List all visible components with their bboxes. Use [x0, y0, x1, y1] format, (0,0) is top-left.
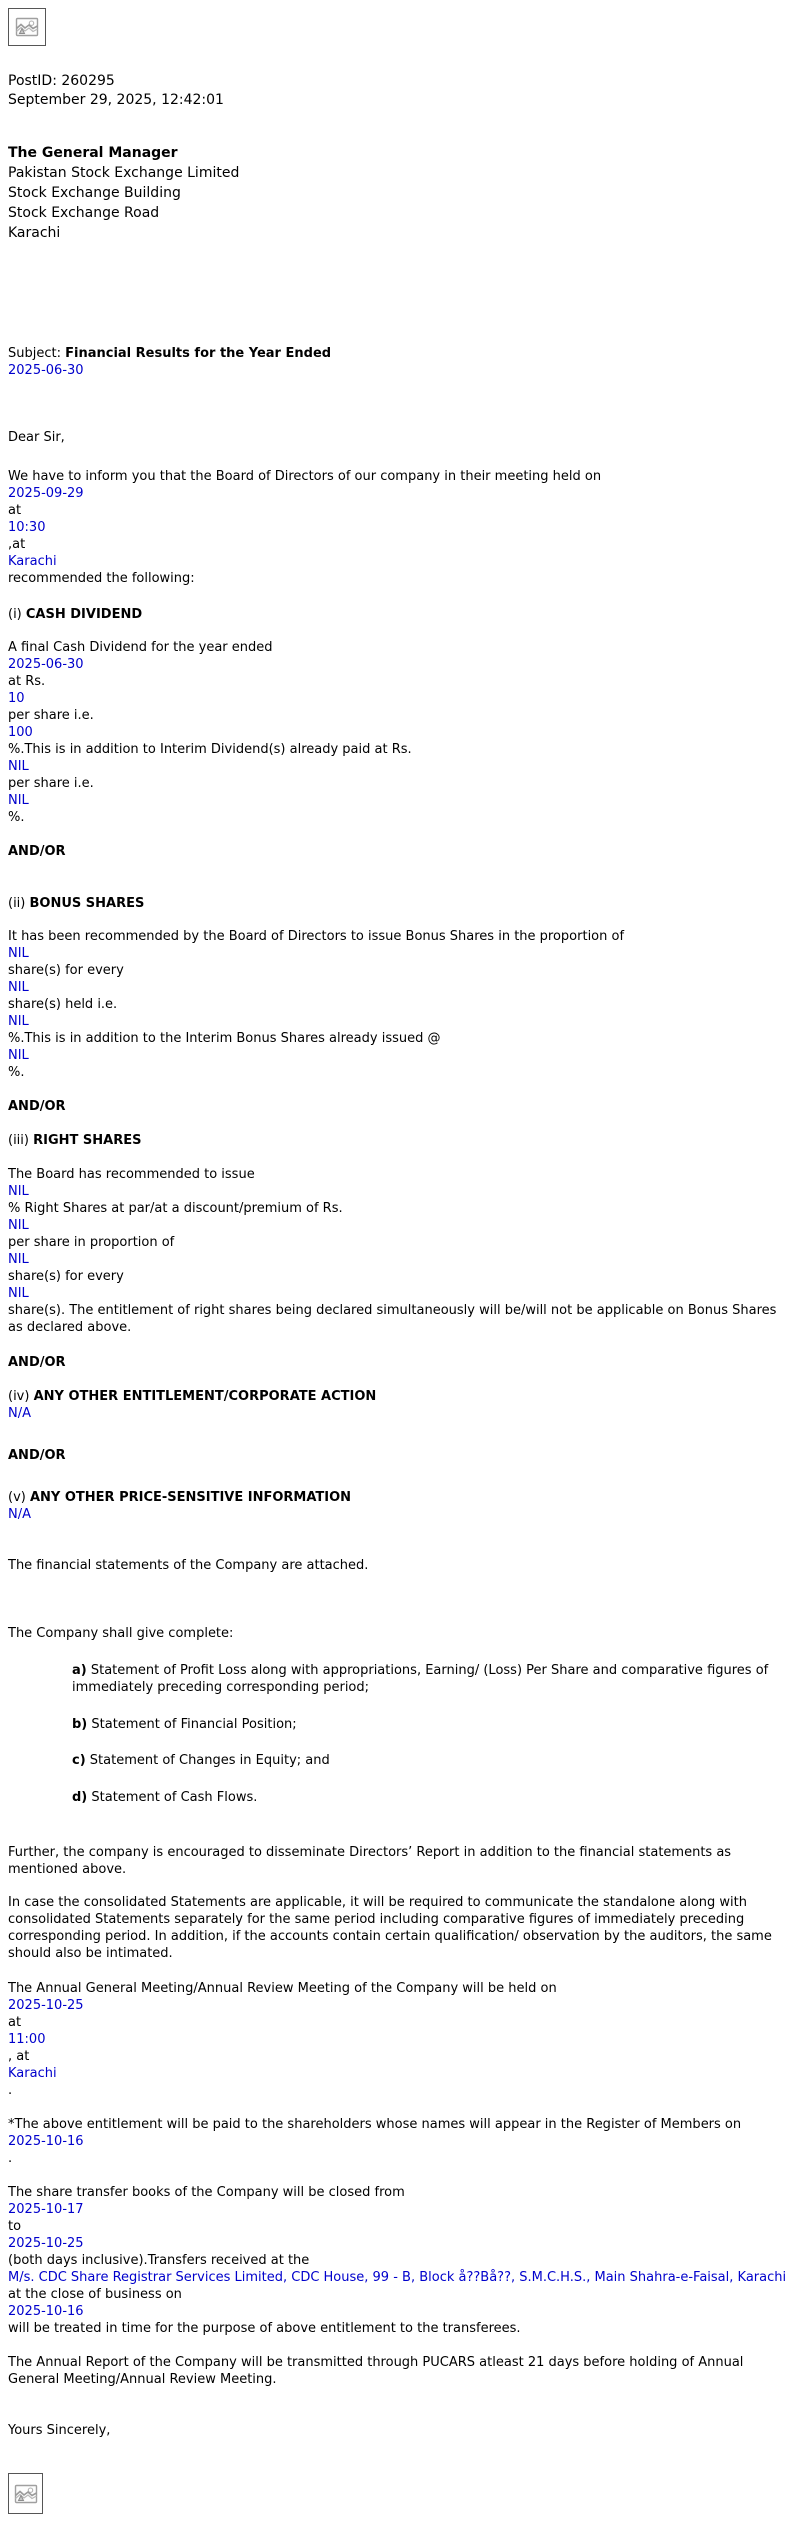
field-value: 2025-06-30: [8, 363, 84, 378]
field-value: 2025-10-16: [8, 2134, 84, 2149]
text-segment: (iii): [8, 1133, 34, 1148]
field-value: Karachi: [8, 554, 57, 569]
field-value: N/A: [8, 1406, 31, 1421]
field-value: 100: [8, 725, 33, 740]
text-segment: RIGHT SHARES: [33, 1133, 142, 1148]
field-value: 10:30: [8, 520, 46, 535]
field-value: 2025-10-17: [8, 2202, 84, 2217]
cash-dividend-heading: [8, 606, 789, 623]
text-segment: AND/OR: [8, 844, 66, 859]
text-segment: per share i.e.: [8, 708, 94, 723]
field-value: Karachi: [8, 2066, 57, 2081]
text-segment: share(s). The entitlement of right shares being declared simultaneously will be/will not be applicable on Bonus Shares as declared above.: [8, 1303, 777, 1335]
text-segment: c): [72, 1753, 86, 1768]
text-segment: Subject:: [8, 346, 66, 361]
list-item-b: [72, 1716, 789, 1733]
text-segment: % Right Shares at par/at a discount/premium of Rs.: [8, 1201, 343, 1216]
and-or-1: [8, 843, 789, 860]
text-segment: The share transfer books of the Company will be closed from: [8, 2185, 405, 2200]
field-value: NIL: [8, 1252, 29, 1267]
field-value: NIL: [8, 946, 29, 961]
recipient-address: [8, 143, 789, 243]
field-value: 11:00: [8, 2032, 46, 2047]
text-segment: (both days inclusive).Transfers received at the: [8, 2253, 310, 2268]
text-segment: Further, the company is encouraged to disseminate Directors’ Report in addition to the financial statements as mentioned above.: [8, 1845, 732, 1877]
text-segment: b): [72, 1717, 88, 1732]
field-value: 2025-09-29: [8, 486, 84, 501]
field-value: NIL: [8, 1218, 29, 1233]
field-value: M/s. CDC Share Registrar Services Limited, CDC House, 99 - B, Block å??Bå??, S.M.C.H.S., Main Shahra-e-Faisal, Karachi: [8, 2270, 787, 2285]
text-segment: A final Cash Dividend for the year ended: [8, 640, 273, 655]
broken-image-icon: [13, 2481, 39, 2507]
text-segment: In case the consolidated Statements are applicable, it will be required to communicate the standalone along with consolidated Statements separately for the same period including comparative figures of immediately preceding corresponding period. In addition, if the accounts contain certain qualification/ observation by the auditors, the same should also be intimated.: [8, 1895, 772, 1961]
field-value: 2025-10-25: [8, 2236, 84, 2251]
text-segment: Financial Results for the Year Ended: [65, 346, 332, 361]
text-segment: Karachi: [8, 225, 61, 241]
field-value: NIL: [8, 1286, 29, 1301]
text-segment: The General Manager: [8, 145, 178, 161]
list-item-a: [72, 1662, 789, 1696]
bonus-shares-heading: [8, 895, 789, 912]
entitlement-record-paragraph: [8, 2116, 789, 2167]
text-segment: AND/OR: [8, 1099, 66, 1114]
list-item-d: [72, 1789, 789, 1806]
book-closure-paragraph: [8, 2184, 789, 2337]
closing: [8, 2422, 789, 2439]
text-segment: September 29, 2025, 12:42:01: [8, 92, 224, 108]
agm-paragraph: [8, 1980, 789, 2099]
text-segment: (ii): [8, 896, 30, 911]
text-segment: , at: [8, 2049, 30, 2064]
field-value: 2025-10-16: [8, 2304, 84, 2319]
text-segment: AND/OR: [8, 1355, 66, 1370]
text-segment: Stock Exchange Building: [8, 185, 181, 201]
text-segment: Statement of Profit Loss along with appropriations, Earning/ (Loss) Per Share and comparative figures of immediately preceding corresponding period;: [72, 1663, 769, 1695]
bonus-shares-paragraph: [8, 928, 789, 1081]
text-segment: d): [72, 1790, 88, 1805]
text-segment: at Rs.: [8, 674, 46, 689]
text-segment: a): [72, 1663, 87, 1678]
text-segment: %.: [8, 1065, 25, 1080]
text-segment: The Board has recommended to issue: [8, 1167, 255, 1182]
text-segment: *The above entitlement will be paid to the shareholders whose names will appear in the Register of Members on: [8, 2117, 742, 2132]
field-value: NIL: [8, 1184, 29, 1199]
text-segment: BONUS SHARES: [29, 896, 145, 911]
text-segment: Yours Sincerely,: [8, 2423, 111, 2438]
consolidated-paragraph: [8, 1894, 789, 1962]
text-segment: share(s) held i.e.: [8, 997, 118, 1012]
text-segment: It has been recommended by the Board of Directors to issue Bonus Shares in the proportion of: [8, 929, 625, 944]
subject-line: [8, 345, 789, 379]
text-segment: will be treated in time for the purpose of above entitlement to the transferees.: [8, 2321, 521, 2336]
announcement-page: [8, 8, 789, 2514]
text-segment: PostID: 260295: [8, 73, 115, 89]
board-meeting-paragraph: [8, 468, 789, 587]
right-shares-paragraph: [8, 1166, 789, 1336]
text-segment: share(s) for every: [8, 1269, 124, 1284]
field-value: 2025-10-25: [8, 1998, 84, 2013]
post-meta: [8, 72, 789, 110]
text-segment: (iv): [8, 1389, 34, 1404]
text-segment: The financial statements of the Company are attached.: [8, 1558, 369, 1573]
annual-report-paragraph: [8, 2354, 789, 2388]
broken-image-placeholder-bottom: [8, 2473, 43, 2514]
text-segment: (i): [8, 607, 26, 622]
field-value: NIL: [8, 1048, 29, 1063]
letter-body: [8, 72, 789, 2439]
text-segment: ANY OTHER ENTITLEMENT/CORPORATE ACTION: [33, 1389, 377, 1404]
broken-image-icon: [14, 14, 40, 40]
text-segment: Stock Exchange Road: [8, 205, 160, 221]
and-or-2: [8, 1098, 789, 1115]
text-segment: at: [8, 503, 22, 518]
text-segment: %.: [8, 810, 25, 825]
text-segment: ANY OTHER PRICE-SENSITIVE INFORMATION: [29, 1490, 352, 1505]
text-segment: .: [8, 2083, 13, 2098]
text-segment: Statement of Cash Flows.: [87, 1790, 258, 1805]
text-segment: share(s) for every: [8, 963, 124, 978]
text-segment: %.This is in addition to the Interim Bonus Shares already issued @: [8, 1031, 441, 1046]
and-or-3: [8, 1354, 789, 1371]
field-value: NIL: [8, 1014, 29, 1029]
text-segment: per share i.e.: [8, 776, 94, 791]
text-segment: We have to inform you that the Board of Directors of our company in their meeting held on: [8, 469, 602, 484]
other-entitlement-heading: [8, 1388, 789, 1422]
right-shares-heading: [8, 1132, 789, 1149]
text-segment: The Annual Report of the Company will be transmitted through PUCARS atleast 21 days before holding of Annual General Meeting/Annual Review Meeting.: [8, 2355, 744, 2387]
directors-report-paragraph: [8, 1844, 789, 1878]
field-value: N/A: [8, 1507, 31, 1522]
text-segment: per share in proportion of: [8, 1235, 175, 1250]
field-value: NIL: [8, 759, 29, 774]
statements-attached-paragraph: [8, 1557, 789, 1574]
and-or-4: [8, 1447, 789, 1464]
text-segment: %.This is in addition to Interim Dividend(s) already paid at Rs.: [8, 742, 412, 757]
salutation: [8, 429, 789, 446]
text-segment: recommended the following:: [8, 571, 195, 586]
field-value: 2025-06-30: [8, 657, 84, 672]
broken-image-placeholder-top: [8, 8, 46, 46]
price-sensitive-heading: [8, 1489, 789, 1523]
text-segment: AND/OR: [8, 1448, 66, 1463]
text-segment: (v): [8, 1490, 30, 1505]
field-value: NIL: [8, 980, 29, 995]
cash-dividend-paragraph: [8, 639, 789, 826]
text-segment: CASH DIVIDEND: [25, 607, 143, 622]
text-segment: at the close of business on: [8, 2287, 182, 2302]
text-segment: The Annual General Meeting/Annual Review Meeting of the Company will be held on: [8, 1981, 557, 1996]
text-segment: Dear Sir,: [8, 430, 65, 445]
field-value: NIL: [8, 793, 29, 808]
text-segment: ,at: [8, 537, 26, 552]
list-item-c: [72, 1752, 789, 1769]
text-segment: Statement of Changes in Equity; and: [85, 1753, 330, 1768]
field-value: 10: [8, 691, 25, 706]
give-complete-paragraph: [8, 1625, 789, 1642]
text-segment: The Company shall give complete:: [8, 1626, 234, 1641]
text-segment: at: [8, 2015, 22, 2030]
text-segment: .: [8, 2151, 13, 2166]
text-segment: to: [8, 2219, 22, 2234]
text-segment: Statement of Financial Position;: [87, 1717, 297, 1732]
text-segment: Pakistan Stock Exchange Limited: [8, 165, 240, 181]
